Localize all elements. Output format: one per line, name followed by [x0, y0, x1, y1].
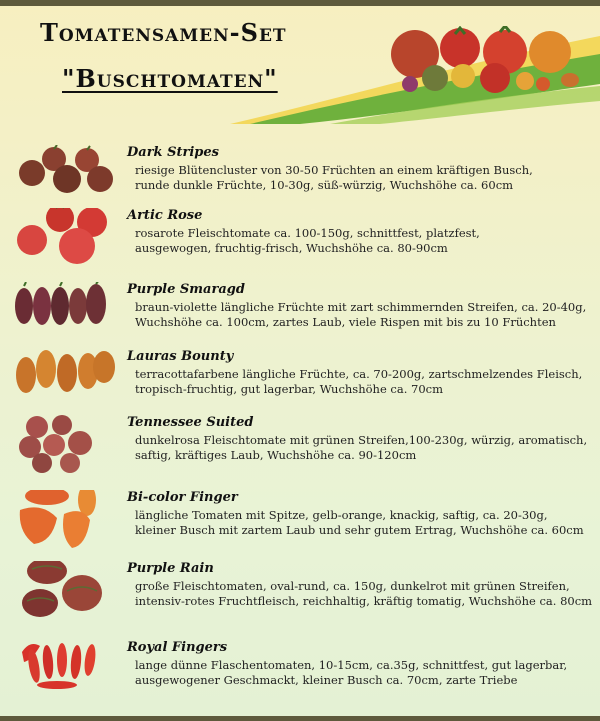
- variety-description: [135, 367, 590, 397]
- bi-color-finger-image: [12, 490, 117, 550]
- description-line: Wuchshöhe ca. 100cm, zartes Laub, viele Rispen mit bis zu 10 Früchten: [135, 315, 556, 329]
- description-line: saftig, kräftiges Laub, Wuchshöhe ca. 90-120cm: [135, 448, 417, 462]
- dark-stripes-image: [12, 145, 117, 205]
- description-line: intensiv-rotes Fruchtfleisch, reichhaltig, kräftig tomatig, Wuchshöhe ca. 80cm: [135, 594, 593, 608]
- description-line: lange dünne Flaschentomaten, 10-15cm, ca.35g, schnittfest, gut lagerbar,: [135, 658, 568, 672]
- description-line: terracottafarbene längliche Früchte, ca. 70-200g, zartschmelzendes Fleisch,: [135, 367, 583, 381]
- variety-name: Purple Smaragd: [127, 282, 245, 297]
- description-line: rosarote Fleischtomate ca. 100-150g, schnittfest, platzfest,: [135, 226, 480, 240]
- royal-fingers-image: [12, 640, 117, 700]
- description-line: riesige Blütencluster von 30-50 Früchten an einem kräftigen Busch,: [135, 163, 533, 177]
- variety-description: [135, 226, 590, 256]
- tennessee-suited-image: [12, 415, 117, 475]
- description-line: ausgewogen, fruchtig-frisch, Wuchshöhe ca. 80-90cm: [135, 241, 448, 255]
- description-line: runde dunkle Früchte, 10-30g, süß-würzig, Wuchshöhe ca. 60cm: [135, 178, 514, 192]
- description-line: ausgewogener Geschmackt, kleiner Busch ca. 70cm, zarte Triebe: [135, 673, 518, 687]
- variety-name: Lauras Bounty: [127, 349, 234, 364]
- page-title: Tomatensamen-Set: [40, 18, 287, 47]
- variety-description: [135, 300, 590, 330]
- description-line: tropisch-fruchtig, gut lagerbar, Wuchshöhe ca. 70cm: [135, 382, 443, 396]
- variety-description: [135, 658, 590, 688]
- variety-description: [135, 163, 590, 193]
- variety-description: [135, 579, 593, 609]
- purple-rain-image: [12, 561, 117, 621]
- variety-description: [135, 433, 590, 463]
- description-line: dunkelrosa Fleischtomate mit grünen Streifen,100-230g, würzig, aromatisch,: [135, 433, 588, 447]
- description-line: braun-violette längliche Früchte mit zart schimmernden Streifen, ca. 20-40g,: [135, 300, 587, 314]
- variety-name: Bi-color Finger: [127, 490, 238, 505]
- artic-rose-image: [12, 208, 117, 268]
- variety-name: Purple Rain: [127, 561, 214, 576]
- variety-name: Royal Fingers: [127, 640, 228, 655]
- variety-name: Tennessee Suited: [127, 415, 254, 430]
- page-subtitle: "Buschtomaten": [62, 64, 278, 93]
- description-line: große Fleischtomaten, oval-rund, ca. 150g, dunkelrot mit grünen Streifen,: [135, 579, 570, 593]
- purple-smaragd-image: [12, 282, 117, 342]
- tomato-group-image: [385, 26, 590, 96]
- description-line: kleiner Busch mit zartem Laub und sehr gutem Ertrag, Wuchshöhe ca. 60cm: [135, 523, 584, 537]
- bottom-border: [0, 716, 600, 721]
- description-line: längliche Tomaten mit Spitze, gelb-orange, knackig, saftig, ca. 20-30g,: [135, 508, 548, 522]
- variety-name: Artic Rose: [127, 208, 203, 223]
- header: [0, 6, 600, 124]
- lauras-bounty-image: [12, 349, 117, 409]
- variety-description: [135, 508, 590, 538]
- variety-name: Dark Stripes: [127, 145, 219, 160]
